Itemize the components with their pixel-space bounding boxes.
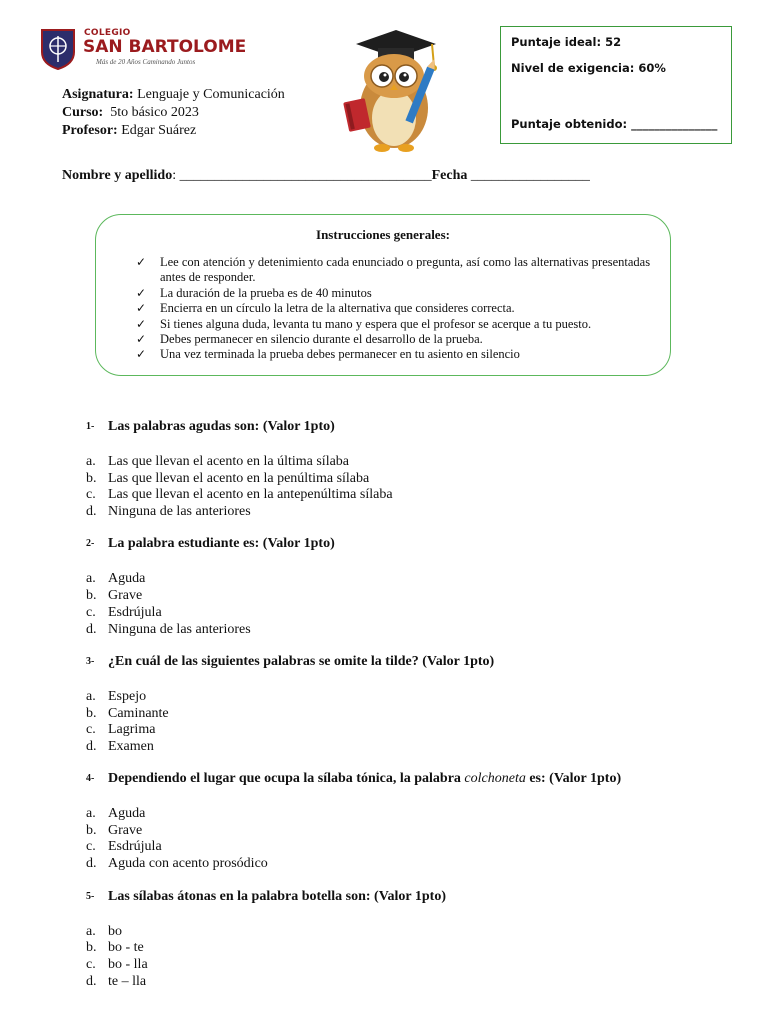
instructions-title: Instrucciones generales:: [316, 227, 450, 242]
teacher-line: [62, 122, 196, 140]
instruction-text: Debes permanecer en silencio durante el desarrollo de la prueba.: [160, 332, 483, 347]
option-text: Ninguna de las anteriores: [108, 504, 251, 519]
question-1: [86, 419, 335, 435]
option-text: Ninguna de las anteriores: [108, 622, 251, 637]
question-text-after: es: (Valor 1pto): [525, 771, 622, 786]
option-letter[interactable]: c.: [86, 957, 96, 972]
option-letter[interactable]: c.: [86, 722, 96, 737]
score-box: [500, 26, 732, 144]
option-text: bo - lla: [108, 957, 148, 972]
checkmark-icon: ✓: [136, 332, 147, 347]
question-4-option-c[interactable]: [86, 838, 162, 855]
option-letter[interactable]: b.: [86, 940, 97, 955]
option-letter[interactable]: a.: [86, 571, 96, 586]
teacher-value: Edgar Suárez: [121, 123, 197, 138]
option-text: Lagrima: [108, 722, 156, 737]
question-5-option-c[interactable]: [86, 956, 148, 973]
question-text: La palabra estudiante es: (Valor 1pto): [108, 536, 335, 551]
instruction-item: [136, 301, 656, 316]
subject-line: [62, 86, 285, 104]
option-text: Las que llevan el acento en la antepenúltima sílaba: [108, 487, 393, 502]
option-text: te – lla: [108, 974, 147, 989]
question-1-option-b[interactable]: [86, 470, 369, 487]
checkmark-icon: ✓: [136, 301, 147, 316]
option-text: Examen: [108, 739, 154, 754]
question-4-option-a[interactable]: [86, 805, 145, 822]
question-text-before: Dependiendo el lugar que ocupa la sílaba tónica, la palabra: [108, 771, 465, 786]
option-letter[interactable]: d.: [86, 504, 97, 519]
school-crest-icon: [40, 28, 76, 70]
option-letter[interactable]: d.: [86, 622, 97, 637]
checkmark-icon: ✓: [136, 255, 147, 269]
question-number: 3-: [86, 656, 95, 668]
checkmark-icon: ✓: [136, 316, 147, 331]
instructions-box: [95, 214, 671, 376]
option-letter[interactable]: c.: [86, 605, 96, 620]
option-letter[interactable]: c.: [86, 487, 96, 502]
option-text: bo: [108, 924, 122, 939]
option-letter[interactable]: a.: [86, 924, 96, 939]
question-4-option-d[interactable]: [86, 855, 268, 872]
option-text: Las que llevan el acento en la última sílaba: [108, 454, 350, 469]
option-text: Caminante: [108, 706, 169, 721]
option-text: Las que llevan el acento en la penúltima sílaba: [108, 471, 370, 486]
option-text: Aguda: [108, 806, 146, 821]
question-number: 1-: [86, 421, 95, 433]
option-letter[interactable]: c.: [86, 839, 96, 854]
instructions-list: [136, 255, 656, 363]
option-letter[interactable]: b.: [86, 823, 97, 838]
checkmark-icon: ✓: [136, 285, 147, 300]
question-1-option-d[interactable]: [86, 503, 251, 520]
question-text: ¿En cuál de las siguientes palabras se omite la tilde? (Valor 1pto): [108, 654, 495, 669]
owl-graduate-icon: [336, 26, 444, 154]
option-text: Aguda: [108, 571, 146, 586]
question-5-option-a[interactable]: [86, 923, 122, 940]
option-letter[interactable]: d.: [86, 974, 97, 989]
question-text-italic: colchoneta: [464, 771, 526, 786]
instruction-item: [136, 317, 656, 332]
question-3: [86, 654, 494, 670]
question-3-option-a[interactable]: [86, 688, 146, 705]
option-text: Espejo: [108, 689, 147, 704]
instruction-text: La duración de la prueba es de 40 minutos: [160, 285, 372, 300]
instruction-item: [136, 347, 656, 362]
date-label: Fecha: [431, 168, 468, 183]
question-5: [86, 889, 446, 905]
option-letter[interactable]: b.: [86, 471, 97, 486]
option-letter[interactable]: d.: [86, 739, 97, 754]
option-text: bo - te: [108, 940, 144, 955]
question-text: Las palabras agudas son: (Valor 1pto): [108, 419, 335, 434]
question-1-option-a[interactable]: [86, 453, 349, 470]
instruction-item: [136, 255, 656, 286]
course-label: Curso:: [62, 105, 104, 120]
option-text: Grave: [108, 588, 143, 603]
option-letter[interactable]: a.: [86, 454, 96, 469]
option-letter[interactable]: d.: [86, 856, 97, 871]
question-3-option-c[interactable]: [86, 721, 155, 738]
instruction-item: [136, 332, 656, 347]
logo-line2: SAN BARTOLOME: [83, 37, 247, 57]
name-field[interactable]: : ____________________________________: [172, 168, 432, 183]
question-5-option-b[interactable]: [86, 939, 144, 956]
subject-label: Asignatura:: [62, 87, 134, 102]
instruction-text: Lee con atención y detenimiento cada enunciado o pregunta, así como las alternativas presentadas antes de responder.: [160, 255, 651, 285]
instruction-item: [136, 286, 656, 301]
logo-tagline: Más de 20 Años Caminando Juntos: [96, 58, 196, 66]
question-2-option-a[interactable]: [86, 570, 145, 587]
question-3-option-d[interactable]: [86, 738, 154, 755]
question-2-option-c[interactable]: [86, 604, 162, 621]
name-date-line: [62, 168, 590, 184]
question-5-option-d[interactable]: [86, 973, 146, 990]
option-letter[interactable]: b.: [86, 588, 97, 603]
option-letter[interactable]: b.: [86, 706, 97, 721]
option-letter[interactable]: a.: [86, 689, 96, 704]
checkmark-icon: ✓: [136, 347, 147, 362]
question-4: [86, 771, 621, 787]
question-number: 4-: [86, 773, 95, 785]
question-2-option-b[interactable]: [86, 587, 142, 604]
subject-value: Lenguaje y Comunicación: [137, 87, 285, 102]
question-2: [86, 536, 335, 552]
instruction-text: Una vez terminada la prueba debes permanecer en tu asiento en silencio: [160, 347, 520, 362]
score-ideal: Puntaje ideal: 52: [511, 35, 622, 49]
date-field[interactable]: _________________: [467, 168, 590, 183]
course-value: 5to básico 2023: [110, 105, 199, 120]
score-exigencia: Nivel de exigencia: 60%: [511, 61, 666, 75]
score-obtenido[interactable]: Puntaje obtenido: _______________: [511, 117, 718, 131]
course-line: [62, 104, 199, 122]
name-label: Nombre y apellido: [62, 168, 173, 183]
option-letter[interactable]: a.: [86, 806, 96, 821]
teacher-label: Profesor:: [62, 123, 118, 138]
instruction-text: Encierra en un círculo la letra de la alternativa que consideres correcta.: [160, 301, 515, 316]
option-text: Esdrújula: [108, 605, 162, 620]
instruction-text: Si tienes alguna duda, levanta tu mano y espera que el profesor se acerque a tu puesto.: [160, 316, 592, 331]
question-4-option-b[interactable]: [86, 822, 142, 839]
option-text: Grave: [108, 823, 143, 838]
option-text: Aguda con acento prosódico: [108, 856, 268, 871]
question-1-option-c[interactable]: [86, 486, 393, 503]
option-text: Esdrújula: [108, 839, 162, 854]
question-2-option-d[interactable]: [86, 621, 251, 638]
question-3-option-b[interactable]: [86, 705, 169, 722]
school-logo: [38, 26, 247, 74]
question-number: 2-: [86, 538, 95, 550]
question-number: 5-: [86, 891, 95, 903]
question-text: Las sílabas átonas en la palabra botella son: (Valor 1pto): [108, 889, 446, 904]
logo-line1: COLEGIO: [84, 28, 131, 38]
